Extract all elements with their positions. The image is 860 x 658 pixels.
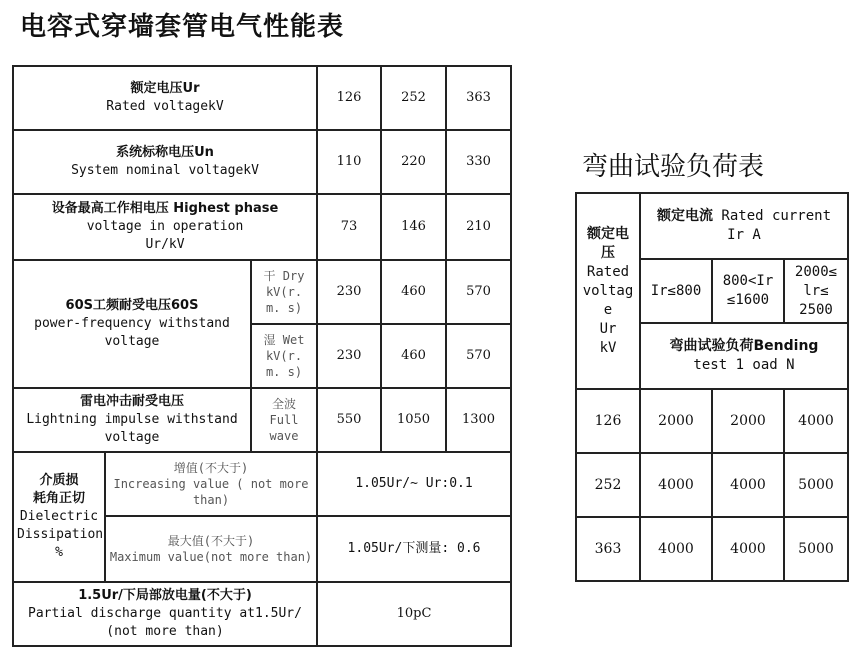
table-cell: 4000: [640, 517, 712, 581]
partial-discharge-label: 1.5Ur/下局部放电量(不大于) Partial discharge quantity at1.5Ur/ (not more than): [13, 582, 317, 646]
lightning-impulse-label: 雷电冲击耐受电压 Lightning impulse withstand voltage: [13, 388, 251, 452]
increasing-value: 1.05Ur/~ Ur:0.1: [317, 452, 511, 516]
table-row: [13, 130, 511, 194]
rated-current-header: 额定电流 Rated current Ir A: [640, 193, 848, 259]
table-cell: 252: [381, 66, 446, 130]
bending-load-header: 弯曲试验负荷Bending test 1 oad N: [640, 323, 848, 389]
power-frequency-label: 60S工频耐受电压60S power-frequency withstand voltage: [13, 260, 251, 388]
page-title: 电容式穿墙套管电气性能表: [20, 12, 345, 42]
rated-voltage-label: 额定电压Ur Rated voltagekV: [13, 66, 317, 130]
nominal-voltage-label: 系统标称电压Un System nominal voltagekV: [13, 130, 317, 194]
table-cell: 5000: [784, 453, 848, 517]
table-cell: 4000: [784, 389, 848, 453]
table-row: [13, 582, 511, 646]
table-cell: 4000: [712, 453, 784, 517]
table-row: [13, 66, 511, 130]
table-cell: 110: [317, 130, 381, 194]
table-cell: 4000: [712, 517, 784, 581]
current-range-cell: 800<Ir ≤1600: [712, 259, 784, 323]
table-row: [13, 388, 511, 452]
bending-test-table: [575, 192, 849, 582]
table-cell: 363: [446, 66, 511, 130]
maximum-value-label: 最大值(不大于) Maximum value(not more than): [105, 516, 317, 582]
dry-sublabel: 干 Dry kV(r. m. s): [251, 260, 317, 324]
table-cell: 1050: [381, 388, 446, 452]
table-row: [576, 517, 848, 581]
table-cell: 73: [317, 194, 381, 260]
voltage-cell: 252: [576, 453, 640, 517]
table-row: [576, 193, 848, 259]
voltage-cell: 126: [576, 389, 640, 453]
full-wave-sublabel: 全波 Full wave: [251, 388, 317, 452]
table-row: [13, 452, 511, 516]
table-cell: 2000: [640, 389, 712, 453]
electrical-performance-table: [12, 65, 512, 647]
table-cell: 550: [317, 388, 381, 452]
table-cell: 570: [446, 260, 511, 324]
partial-discharge-value: 10pC: [317, 582, 511, 646]
table-cell: 210: [446, 194, 511, 260]
table-cell: 5000: [784, 517, 848, 581]
table-row: [576, 389, 848, 453]
table-row: [13, 194, 511, 260]
table-cell: 146: [381, 194, 446, 260]
table-row: [576, 453, 848, 517]
table-cell: 126: [317, 66, 381, 130]
table-cell: 4000: [640, 453, 712, 517]
highest-phase-voltage-label: 设备最高工作相电压 Highest phase voltage in operation Ur/kV: [13, 194, 317, 260]
maximum-value: 1.05Ur/下测量: 0.6: [317, 516, 511, 582]
table-cell: 330: [446, 130, 511, 194]
current-range-cell: Ir≤800: [640, 259, 712, 323]
current-range-cell: 2000≤ lr≤ 2500: [784, 259, 848, 323]
wet-sublabel: 湿 Wet kV(r. m. s): [251, 324, 317, 388]
bending-test-title: 弯曲试验负荷表: [582, 152, 765, 182]
dielectric-dissipation-label: 介质损 耗角正切 Dielectric Dissipation %: [13, 452, 105, 582]
table-row: [13, 260, 511, 324]
rated-voltage-header: 额定电 压 Rated voltag e Ur kV: [576, 193, 640, 389]
table-cell: 460: [381, 260, 446, 324]
table-cell: 1300: [446, 388, 511, 452]
table-cell: 220: [381, 130, 446, 194]
table-cell: 570: [446, 324, 511, 388]
voltage-cell: 363: [576, 517, 640, 581]
table-cell: 2000: [712, 389, 784, 453]
table-cell: 460: [381, 324, 446, 388]
table-cell: 230: [317, 260, 381, 324]
table-cell: 230: [317, 324, 381, 388]
increasing-value-label: 增值(不大于) Increasing value ( not more than): [105, 452, 317, 516]
